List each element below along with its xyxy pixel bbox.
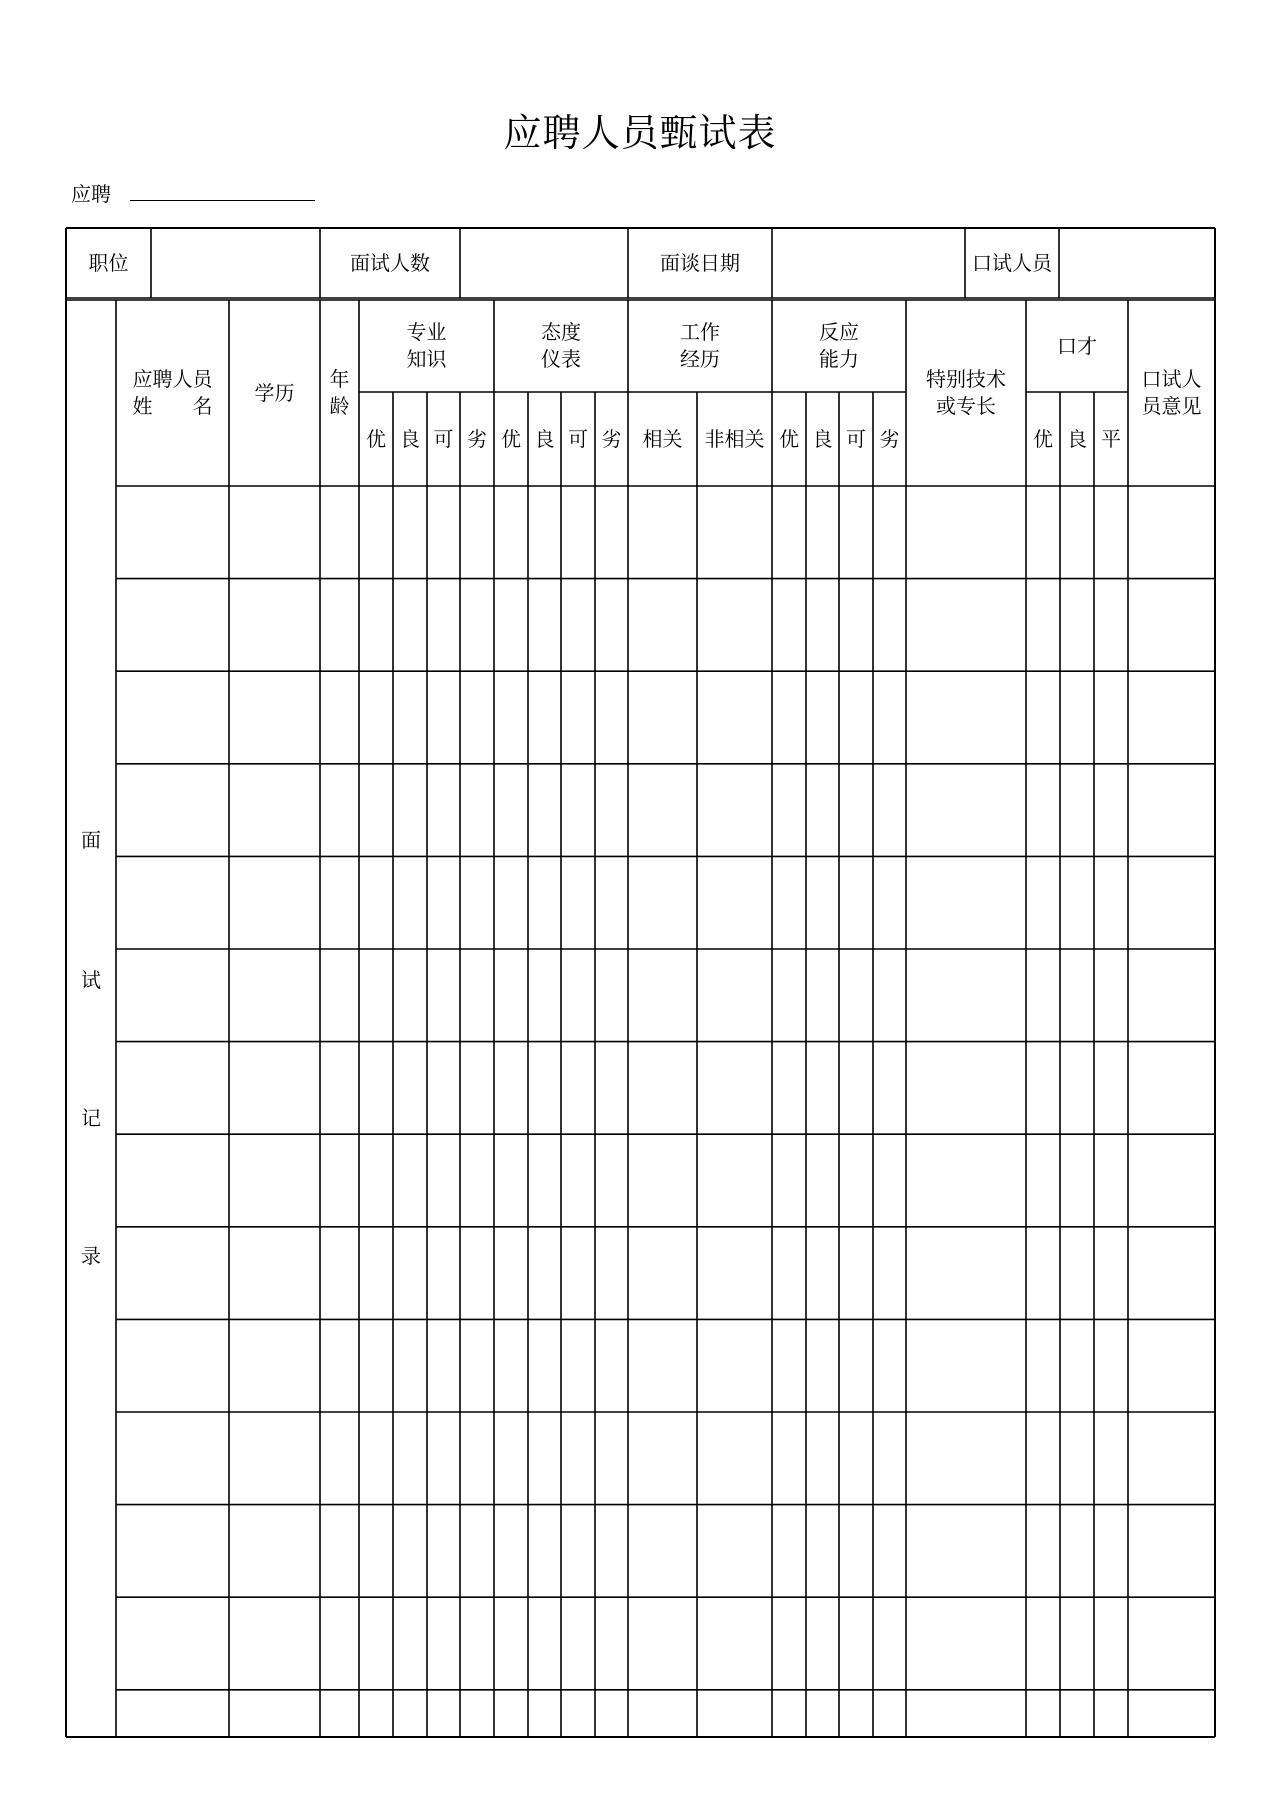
header-special-skills [906, 300, 1026, 486]
grade-fair: 可 [568, 426, 588, 451]
header-age [320, 300, 359, 486]
header-text: 反应 [819, 320, 859, 344]
header-text: 应聘人员 [132, 367, 213, 391]
grade-good: 良 [1067, 426, 1087, 451]
interview-date-label: 面谈日期 [660, 250, 740, 275]
grade-excellent: 优 [366, 426, 386, 451]
header-education: 学历 [254, 380, 295, 405]
side-label-char: 面 [81, 827, 101, 852]
header-text: 姓 名 [132, 394, 213, 418]
grade-excellent: 优 [779, 426, 799, 451]
header-text: 工作 [680, 320, 720, 344]
oral-examiner-label: 口试人员 [972, 250, 1052, 275]
interviewee-count-label: 面试人数 [350, 250, 430, 275]
header-text: 知识 [406, 347, 447, 371]
grade-poor: 劣 [601, 426, 622, 451]
header-text: 员意见 [1141, 394, 1202, 418]
grade-poor: 劣 [879, 426, 900, 451]
oral-examiner-input[interactable] [1059, 228, 1215, 298]
header-eloquence: 口才 [1057, 333, 1097, 358]
side-label-char: 记 [81, 1105, 101, 1130]
grade-good: 良 [534, 426, 555, 451]
grade-poor: 劣 [467, 426, 487, 451]
page-title: 应聘人员甄试表 [503, 111, 777, 155]
header-text: 口试人 [1141, 367, 1202, 391]
grade-excellent: 优 [501, 426, 521, 451]
header-work-experience [628, 300, 772, 392]
header-text: 特别技术 [926, 367, 1006, 391]
header-applicant-name [116, 300, 229, 486]
header-reaction-ability [772, 300, 906, 392]
header-text: 能力 [819, 347, 859, 371]
apply-label: 应聘 [71, 182, 111, 206]
header-text: 年 [329, 367, 350, 391]
grade-fair: 可 [433, 426, 454, 451]
position-input[interactable] [151, 228, 320, 298]
header-text: 龄 [329, 394, 350, 418]
header-attitude-appearance [494, 300, 628, 392]
grade-fair: 可 [846, 426, 866, 451]
header-text: 或专长 [936, 394, 996, 418]
interview-date-input[interactable] [772, 228, 965, 298]
header-text: 经历 [680, 347, 720, 371]
grade-good: 良 [400, 426, 420, 451]
header-text: 态度 [541, 320, 581, 344]
experience-related: 相关 [642, 426, 683, 451]
header-text: 仪表 [541, 347, 581, 371]
experience-unrelated: 非相关 [704, 426, 765, 451]
header-text: 专业 [406, 320, 447, 344]
header-examiner-opinion [1128, 300, 1215, 486]
grade-excellent: 优 [1033, 426, 1053, 451]
grade-good: 良 [812, 426, 833, 451]
side-label-char: 录 [81, 1243, 101, 1268]
grade-average: 平 [1101, 426, 1121, 451]
position-label: 职位 [88, 250, 129, 275]
side-label-char: 试 [81, 967, 101, 992]
header-professional-knowledge [359, 300, 494, 392]
interviewee-count-input[interactable] [460, 228, 628, 298]
